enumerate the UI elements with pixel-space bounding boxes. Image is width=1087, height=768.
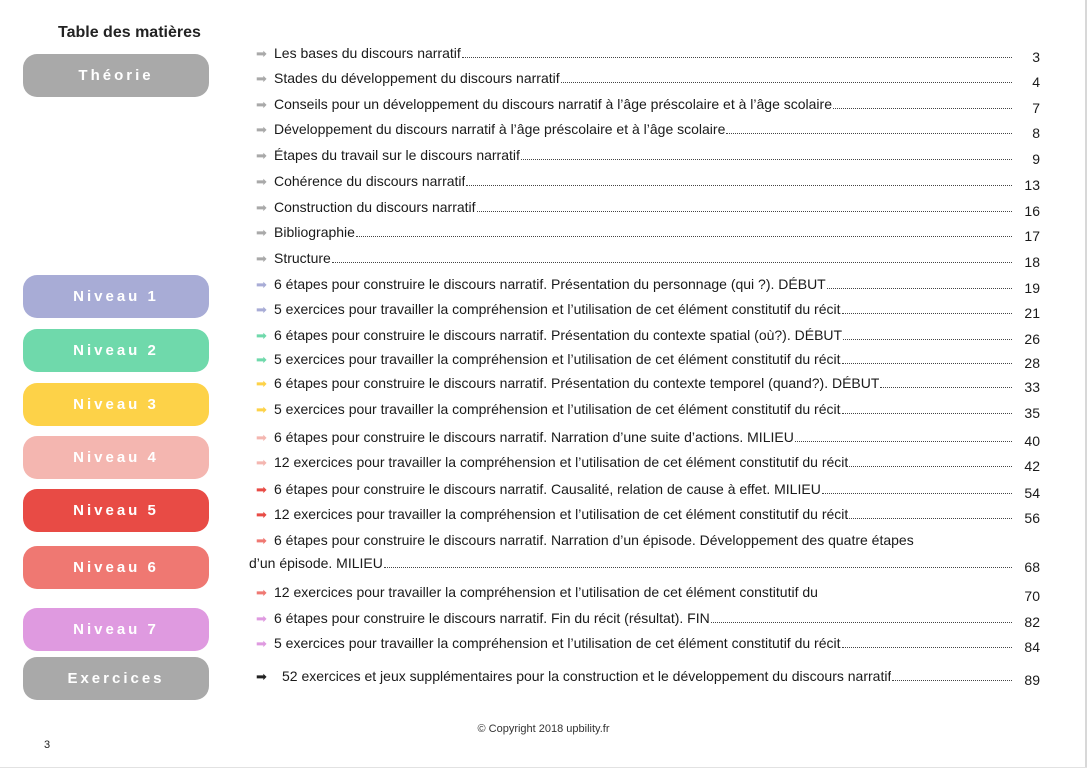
entry-page: 7 xyxy=(1032,100,1040,116)
arrow-right-icon: ➡ xyxy=(256,97,267,112)
arrow-right-icon: ➡ xyxy=(256,482,267,497)
entry-text: 6 étapes pour construire le discours narratif. Fin du récit (résultat). FIN xyxy=(274,610,710,626)
section-label: Exercices xyxy=(67,670,165,687)
dot-leader xyxy=(880,386,1012,388)
dot-leader xyxy=(711,621,1012,623)
dot-leader xyxy=(842,312,1012,314)
arrow-right-icon: ➡ xyxy=(256,376,267,391)
copyright-text: © Copyright 2018 upbility.fr xyxy=(477,723,610,735)
toc-entry[interactable] xyxy=(256,583,1040,602)
entry-text: 52 exercices et jeux supplémentaires pour la construction et le développement du discours narratif xyxy=(282,668,892,684)
dot-leader xyxy=(819,595,1012,597)
arrow-right-icon: ➡ xyxy=(256,251,267,266)
dot-leader xyxy=(849,465,1012,467)
toc-entry[interactable] xyxy=(256,249,1040,268)
entry-text: 6 étapes pour construire le discours narratif. Présentation du contexte temporel (quand?). DÉBUT xyxy=(274,375,880,391)
entry-text: 6 étapes pour construire le discours narratif. Présentation du contexte spatial (où?). DÉBUT xyxy=(274,327,843,343)
page-number: 3 xyxy=(44,739,51,751)
toc-entry[interactable] xyxy=(256,198,1040,217)
entry-page: 84 xyxy=(1024,639,1040,655)
dot-leader xyxy=(356,235,1012,237)
section-pill-theorie xyxy=(23,54,209,97)
dot-leader xyxy=(521,158,1012,160)
arrow-right-icon: ➡ xyxy=(256,402,267,417)
arrow-right-icon: ➡ xyxy=(256,533,267,548)
section-label: Niveau 1 xyxy=(73,288,159,305)
entry-text: 6 étapes pour construire le discours narratif. Présentation du personnage (qui ?). DÉBUT xyxy=(274,276,826,292)
entry-text-continued: d’un épisode. MILIEU xyxy=(249,555,383,571)
arrow-right-icon: ➡ xyxy=(256,669,267,684)
entry-page: 17 xyxy=(1024,228,1040,244)
dot-leader xyxy=(842,646,1012,648)
arrow-right-icon: ➡ xyxy=(256,611,267,626)
dot-leader xyxy=(466,184,1012,186)
dot-leader xyxy=(833,107,1012,109)
entry-page: 68 xyxy=(1024,559,1040,575)
entry-text: Développement du discours narratif à l’âge préscolaire et à l’âge scolaire xyxy=(274,121,726,137)
arrow-right-icon: ➡ xyxy=(256,455,267,470)
entry-text: 6 étapes pour construire le discours narratif. Narration d’une suite d’actions. MILIEU xyxy=(274,429,794,445)
arrow-right-icon: ➡ xyxy=(256,71,267,86)
toc-entry[interactable] xyxy=(256,634,1040,653)
entry-text: Cohérence du discours narratif xyxy=(274,173,466,189)
toc-entry[interactable] xyxy=(256,326,1040,345)
entry-text: Stades du développement du discours narratif xyxy=(274,70,560,86)
entry-page: 18 xyxy=(1024,254,1040,270)
entry-page: 56 xyxy=(1024,510,1040,526)
arrow-right-icon: ➡ xyxy=(256,122,267,137)
arrow-right-icon: ➡ xyxy=(256,636,267,651)
toc-entry[interactable] xyxy=(256,120,1040,139)
arrow-right-icon: ➡ xyxy=(256,352,267,367)
entry-page: 33 xyxy=(1024,379,1040,395)
entry-page: 3 xyxy=(1032,49,1040,65)
arrow-right-icon: ➡ xyxy=(256,585,267,600)
entry-page: 13 xyxy=(1024,177,1040,193)
entry-text: Étapes du travail sur le discours narratif xyxy=(274,147,520,163)
entry-text: 5 exercices pour travailler la compréhension et l’utilisation de cet élément constitutif du récit xyxy=(274,301,841,317)
dot-leader xyxy=(462,56,1012,58)
arrow-right-icon: ➡ xyxy=(256,46,267,61)
toc-entry[interactable] xyxy=(256,609,1040,628)
toc-entry[interactable] xyxy=(256,95,1040,114)
toc-entry[interactable] xyxy=(256,300,1040,319)
entry-page: 19 xyxy=(1024,280,1040,296)
section-label: Niveau 5 xyxy=(73,502,159,519)
section-label: Niveau 6 xyxy=(73,559,159,576)
toc-entry[interactable] xyxy=(256,453,1040,472)
toc-entry[interactable] xyxy=(256,428,1040,447)
entry-text: 12 exercices pour travailler la compréhension et l’utilisation de cet élément constitutif du récit xyxy=(274,454,849,470)
dot-leader xyxy=(892,679,1012,681)
entry-page: 28 xyxy=(1024,355,1040,371)
section-pill-niveau-4 xyxy=(23,436,209,479)
section-pill-niveau-1 xyxy=(23,275,209,318)
section-pill-niveau-3 xyxy=(23,383,209,426)
section-pill-niveau-7 xyxy=(23,608,209,651)
toc-entry[interactable] xyxy=(256,400,1040,419)
section-pill-niveau-5 xyxy=(23,489,209,532)
section-pill-exercices xyxy=(23,657,209,700)
entry-text: 6 étapes pour construire le discours narratif. Narration d’un épisode. Développement des quatre étapes xyxy=(274,532,914,548)
dot-leader xyxy=(726,132,1012,134)
toc-entry[interactable] xyxy=(256,480,1040,499)
toc-entry[interactable] xyxy=(249,531,1040,575)
entry-text: Les bases du discours narratif xyxy=(274,45,461,61)
arrow-right-icon: ➡ xyxy=(256,507,267,522)
entry-text: Construction du discours narratif xyxy=(274,199,476,215)
entry-page: 89 xyxy=(1024,672,1040,688)
entry-page: 26 xyxy=(1024,331,1040,347)
entry-page: 4 xyxy=(1032,74,1040,90)
toc-entry[interactable] xyxy=(256,223,1040,242)
arrow-right-icon: ➡ xyxy=(256,174,267,189)
entry-page: 42 xyxy=(1024,458,1040,474)
dot-leader xyxy=(561,81,1012,83)
entry-text: Structure xyxy=(274,250,331,266)
toc-entry[interactable] xyxy=(256,505,1040,524)
dot-leader xyxy=(827,287,1012,289)
dot-leader xyxy=(795,440,1012,442)
arrow-right-icon: ➡ xyxy=(256,200,267,215)
toc-entry[interactable] xyxy=(256,350,1040,369)
toc-entry[interactable] xyxy=(256,667,1040,686)
section-pill-niveau-6 xyxy=(23,546,209,589)
section-label: Niveau 7 xyxy=(73,621,159,638)
entry-text: 12 exercices pour travailler la compréhension et l’utilisation de cet élément constitutif du xyxy=(274,584,818,600)
arrow-right-icon: ➡ xyxy=(256,148,267,163)
toc-entry[interactable] xyxy=(256,374,1040,393)
dot-leader xyxy=(384,566,1012,568)
entry-page: 9 xyxy=(1032,151,1040,167)
dot-leader xyxy=(477,210,1012,212)
entry-page: 70 xyxy=(1024,588,1040,604)
section-label: Niveau 4 xyxy=(73,449,159,466)
arrow-right-icon: ➡ xyxy=(256,277,267,292)
entry-page: 35 xyxy=(1024,405,1040,421)
toc-entry[interactable] xyxy=(256,172,1040,191)
toc-entry[interactable] xyxy=(256,275,1040,294)
entry-page: 16 xyxy=(1024,203,1040,219)
dot-leader xyxy=(332,261,1012,263)
entry-text: 5 exercices pour travailler la compréhension et l’utilisation de cet élément constitutif du récit xyxy=(274,401,841,417)
arrow-right-icon: ➡ xyxy=(256,430,267,445)
entry-text: 5 exercices pour travailler la compréhension et l’utilisation de cet élément constitutif du récit xyxy=(274,635,841,651)
entry-page: 82 xyxy=(1024,614,1040,630)
toc-entry[interactable] xyxy=(256,69,1040,88)
dot-leader xyxy=(822,492,1012,494)
dot-leader xyxy=(842,362,1012,364)
entry-page: 8 xyxy=(1032,125,1040,141)
toc-entry[interactable] xyxy=(256,146,1040,165)
section-label: Théorie xyxy=(78,67,154,84)
arrow-right-icon: ➡ xyxy=(256,225,267,240)
section-label: Niveau 3 xyxy=(73,396,159,413)
dot-leader xyxy=(849,517,1012,519)
arrow-right-icon: ➡ xyxy=(256,302,267,317)
section-pill-niveau-2 xyxy=(23,329,209,372)
entry-text: Bibliographie xyxy=(274,224,355,240)
entry-text: 5 exercices pour travailler la compréhension et l’utilisation de cet élément constitutif du récit xyxy=(274,351,841,367)
section-label: Niveau 2 xyxy=(73,342,159,359)
entry-page: 21 xyxy=(1024,305,1040,321)
entry-text: Conseils pour un développement du discours narratif à l’âge préscolaire et à l’âge scolaire xyxy=(274,96,832,112)
arrow-right-icon: ➡ xyxy=(256,328,267,343)
entry-page: 54 xyxy=(1024,485,1040,501)
toc-title: Table des matières xyxy=(58,24,201,41)
dot-leader xyxy=(842,412,1012,414)
toc-entry[interactable] xyxy=(256,44,1040,63)
entry-page: 40 xyxy=(1024,433,1040,449)
entry-text: 12 exercices pour travailler la compréhension et l’utilisation de cet élément constitutif du récit xyxy=(274,506,849,522)
dot-leader xyxy=(843,338,1012,340)
entry-text: 6 étapes pour construire le discours narratif. Causalité, relation de cause à effet. MILIEU xyxy=(274,481,821,497)
